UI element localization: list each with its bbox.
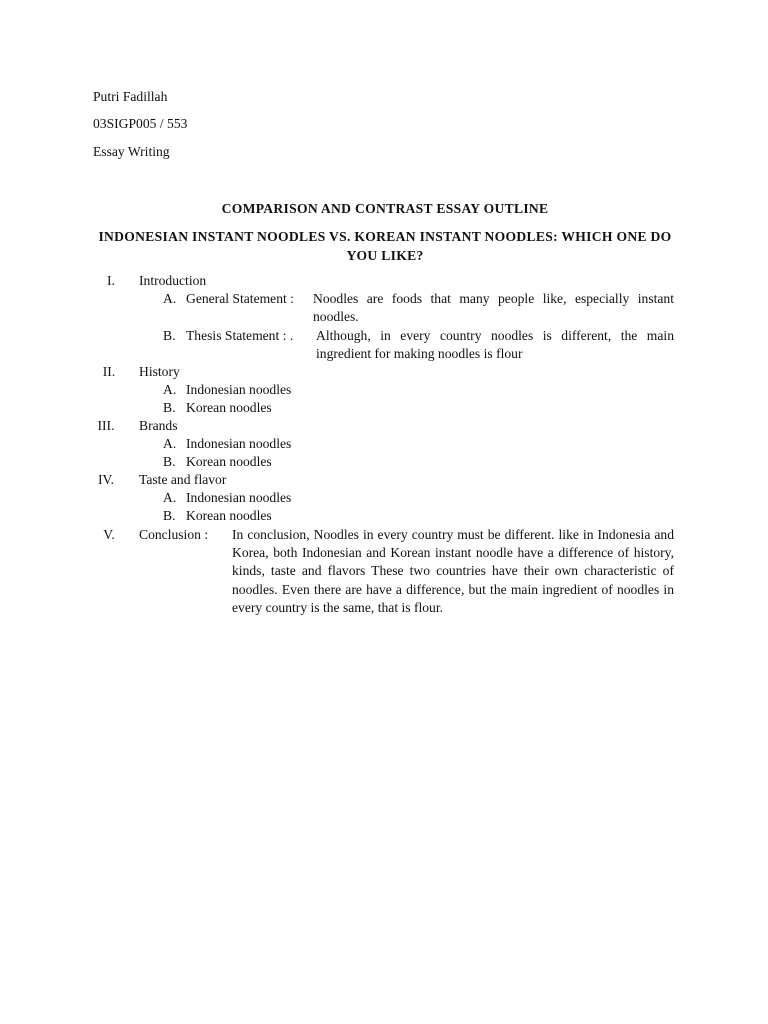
taste-item-a: Indonesian noodles xyxy=(186,490,292,505)
outline-number-2: II. xyxy=(102,364,116,379)
history-item-a-letter: A. xyxy=(163,382,177,397)
brands-item-a-letter: A. xyxy=(163,436,177,451)
course-name: Essay Writing xyxy=(93,144,170,159)
history-item-a: Indonesian noodles xyxy=(186,382,292,397)
outline-number-1: I. xyxy=(107,273,115,288)
outline-heading-history: History xyxy=(139,364,180,379)
thesis-statement-text: Although, in every country noodles is different, the main ingredient for making noodles is flour xyxy=(316,328,674,362)
general-statement-text: Noodles are foods that many people like, especially instant noodles. xyxy=(313,291,674,325)
outline-heading-brands: Brands xyxy=(139,418,178,433)
brands-item-b: Korean noodles xyxy=(186,454,272,469)
outline-number-5: V. xyxy=(103,527,115,542)
taste-item-a-letter: A. xyxy=(163,490,177,505)
essay-title: COMPARISON AND CONTRAST ESSAY OUTLINE xyxy=(221,201,549,216)
taste-item-b: Korean noodles xyxy=(186,508,272,523)
brands-item-b-letter: B. xyxy=(163,454,176,469)
conclusion-text: In conclusion, Noodles in every country must be different. like in Indonesia and Korea, both Indonesian and Korean instant noodle have a difference of history, kinds, taste and flavors These two countries have their own characteristic of noodles. Even there are have a difference, but the main ingredient of noodles in every country is the same, that is flour. xyxy=(232,527,674,615)
general-statement-letter: A. xyxy=(163,291,177,306)
outline-number-3: III. xyxy=(97,418,115,433)
taste-item-b-letter: B. xyxy=(163,508,176,523)
essay-subtitle: INDONESIAN INSTANT NOODLES VS. KOREAN INSTANT NOODLES: WHICH ONE DO YOU LIKE? xyxy=(98,229,672,263)
brands-item-a: Indonesian noodles xyxy=(186,436,292,451)
outline-heading-taste: Taste and flavor xyxy=(139,472,227,487)
thesis-statement-label: Thesis Statement : . xyxy=(186,328,294,343)
history-item-b: Korean noodles xyxy=(186,400,272,415)
conclusion-label: Conclusion : xyxy=(139,527,209,542)
general-statement-label: General Statement : xyxy=(186,291,294,306)
outline-number-4: IV. xyxy=(98,472,114,487)
outline-heading-introduction: Introduction xyxy=(139,273,207,288)
thesis-statement-letter: B. xyxy=(163,328,176,343)
student-id: 03SIGP005 / 553 xyxy=(93,116,188,131)
author-name: Putri Fadillah xyxy=(93,89,168,104)
history-item-b-letter: B. xyxy=(163,400,176,415)
